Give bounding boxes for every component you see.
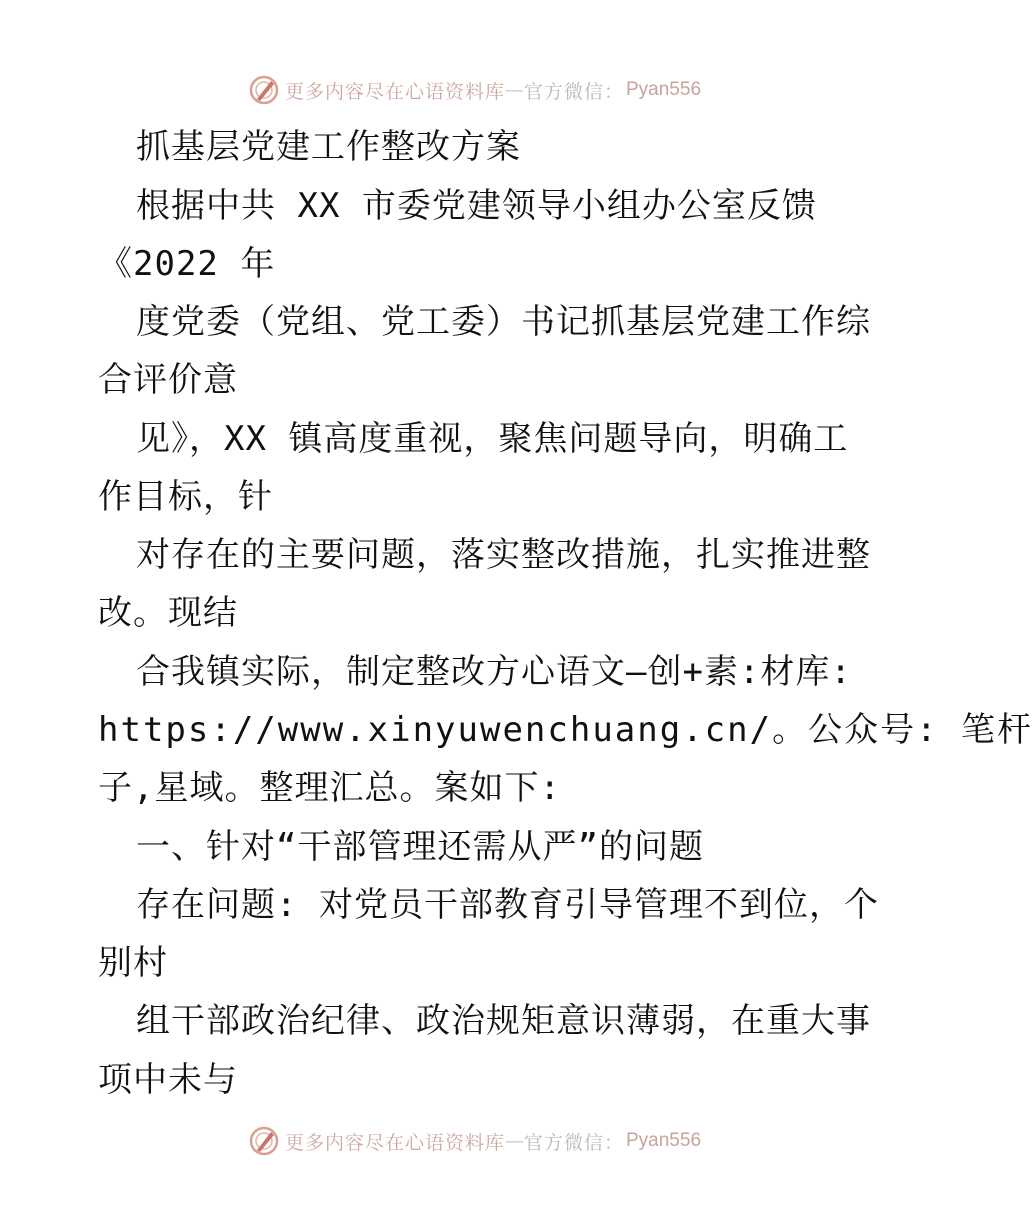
text-line: 作目标，针 (98, 477, 273, 517)
watermark-brand: 更多内容尽在心语资料库 (284, 1131, 505, 1154)
document-title: 抓基层党建工作整改方案 (136, 127, 521, 167)
text-line: 对存在的主要问题，落实整改措施，扎实推进整 (136, 535, 871, 575)
text-line: 子,星域。整理汇总。案如下: (98, 768, 561, 808)
watermark-wechat-id: Pyan556 (626, 1130, 702, 1151)
watermark-wechat-id: Pyan556 (626, 79, 702, 100)
text-line: 合我镇实际，制定整改方心语文—创+素:材库: (136, 652, 852, 692)
text-line: 组干部政治纪律、政治规矩意识薄弱，在重大事 (136, 1001, 871, 1041)
text-line: 改。现结 (98, 593, 238, 633)
text-line: 存在问题: 对党员干部教育引导管理不到位，个 (136, 885, 879, 925)
watermark-wechat-label: 官方微信： (523, 80, 624, 103)
header-watermark (0, 70, 950, 110)
text-line: 合评价意 (98, 360, 238, 400)
text-line: 根据中共 XX 市委党建领导小组办公室反馈 (136, 186, 817, 226)
text-line-url: https://www.xinyuwenchuang.cn/。公众号: 笔杆 (98, 710, 1033, 750)
text-line: 别村 (98, 943, 168, 983)
watermark-wechat-label: 官方微信： (523, 1131, 624, 1154)
watermark-brand: 更多内容尽在心语资料库 (284, 80, 505, 103)
text-line: 《2022 年 (98, 244, 276, 284)
pen-logo-icon (249, 1126, 279, 1156)
text-line: 度党委（党组、党工委）书记抓基层党建工作综 (136, 302, 871, 342)
section-heading: 一、针对“干部管理还需从严”的问题 (136, 827, 704, 867)
pen-logo-icon (249, 75, 279, 105)
text-line: 项中未与 (98, 1060, 238, 1100)
text-line: 见》，XX 镇高度重视，聚焦问题导向，明确工 (136, 419, 849, 459)
watermark-separator: — (504, 79, 524, 101)
footer-watermark (0, 1121, 950, 1161)
watermark-separator: — (504, 1130, 524, 1152)
